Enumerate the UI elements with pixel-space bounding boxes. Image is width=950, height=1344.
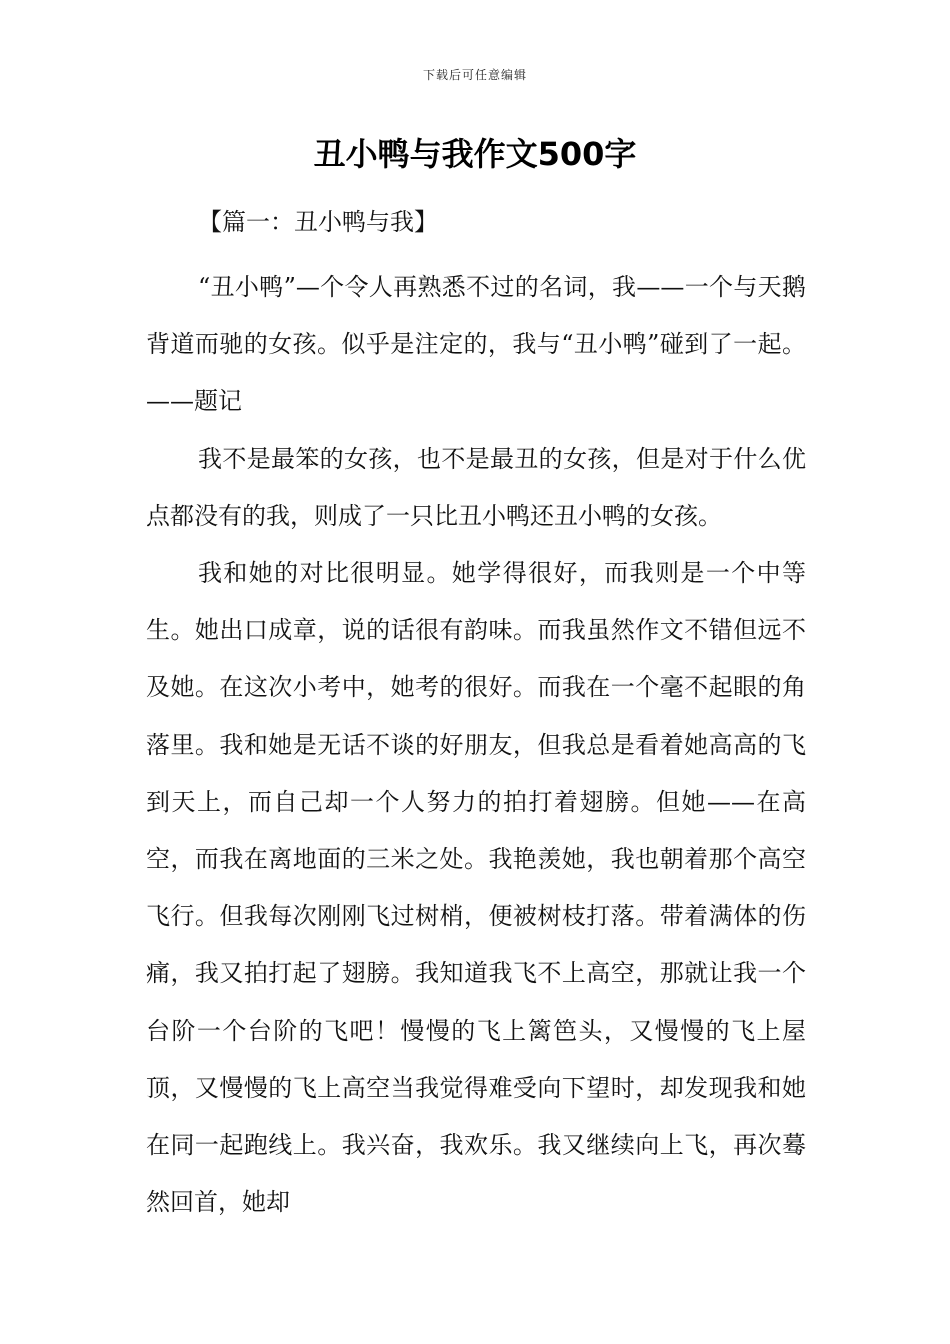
document-title: 丑小鸭与我作文500字 [313, 135, 637, 173]
section-heading: 【篇一：丑小鸭与我】 [198, 208, 438, 236]
header-note: 下载后可任意编辑 [422, 68, 527, 82]
paragraph-3: 我和她的对比很明显。她学得很好，而我则是一个中等生。她出口成章，说的话很有韵味。而我虽然作文不错但远不及她。在这次小考中，她考的很好。而我在一个毫不起眼的角落里。我和她是无话不谈的好朋友，但我总是看着她高高的飞到天上，而自己却一个人努力的拍打着翅膀。但她——在高空，而我在离地面的三米之处。我艳羡她，我也朝着那个高空飞行。但我每次刚刚飞过树梢，便被树枝打落。带着满体的伤痛，我又拍打起了翅膀。我知道我飞不上高空，那就让我一个台阶一个台阶的飞吧！慢慢的飞上篱笆头，又慢慢的飞上屋顶，又慢慢的飞上高空当我觉得难受向下望时，却发现我和她在同一起跑线上。我兴奋，我欢乐。我又继续向上飞，再次蓦然回首，她却 [146, 559, 806, 1217]
paragraph-1: “丑小鸭”—个令人再熟悉不过的名词，我——一个与天鹅背道而驰的女孩。似乎是注定的，我与“丑小鸭”碰到了一起。——题记 [146, 273, 806, 416]
body-text [146, 259, 806, 1231]
paragraph-2: 我不是最笨的女孩，也不是最丑的女孩，但是对于什么优点都没有的我，则成了一只比丑小鸭还丑小鸭的女孩。 [146, 444, 806, 530]
